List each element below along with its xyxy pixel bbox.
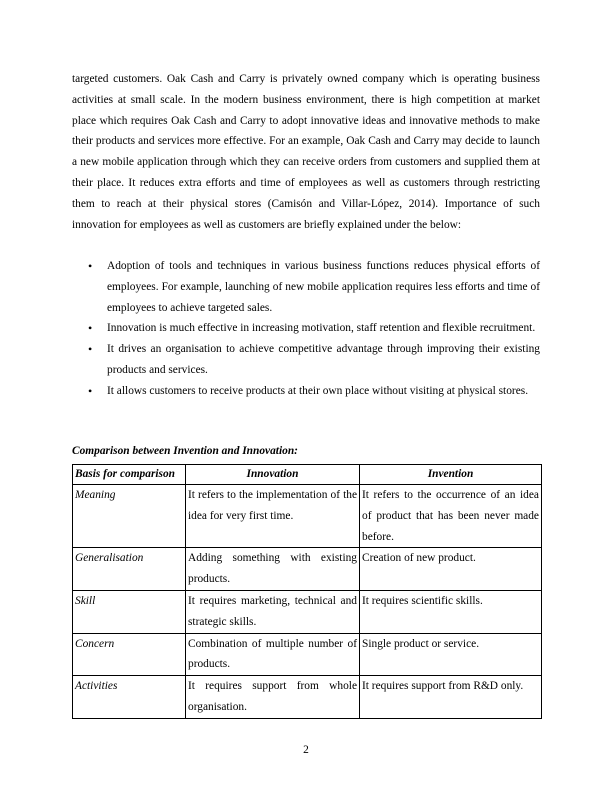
row-basis: Generalisation xyxy=(73,548,186,591)
bullet-text: It allows customers to receive products at their own place without visiting at physical stores. xyxy=(107,384,529,397)
row-invention: Creation of new product. xyxy=(360,548,542,591)
bullet-item xyxy=(88,339,540,381)
row-innovation: It requires marketing, technical and strategic skills. xyxy=(186,590,360,633)
row-innovation: It requires support from whole organisation. xyxy=(186,676,360,719)
table-caption: Comparison between Invention and Innovation: xyxy=(72,445,298,457)
bullet-list xyxy=(88,256,540,402)
bullet-item xyxy=(88,381,540,402)
table-header-row xyxy=(73,465,542,485)
row-innovation: Combination of multiple number of products. xyxy=(186,633,360,676)
bullet-text: Innovation is much effective in increasing motivation, staff retention and flexible recruitment. xyxy=(107,322,536,335)
row-invention: It requires support from R&D only. xyxy=(360,676,542,719)
bullet-text: Adoption of tools and techniques in various business functions reduces physical efforts of employees. For example, launching of new mobile application requires less efforts and time of employees to achieve targeted sales. xyxy=(107,260,540,314)
comparison-table xyxy=(72,464,542,719)
bullet-item xyxy=(88,318,540,339)
header-innovation: Innovation xyxy=(186,465,360,485)
table-row xyxy=(73,548,542,591)
row-innovation: It refers to the implementation of the idea for very first time. xyxy=(186,485,360,548)
row-invention: It requires scientific skills. xyxy=(360,590,542,633)
row-basis: Concern xyxy=(73,633,186,676)
bullet-text: It drives an organisation to achieve competitive advantage through improving their existing products and services. xyxy=(107,343,540,376)
table-row xyxy=(73,676,542,719)
row-innovation: Adding something with existing products. xyxy=(186,548,360,591)
page-number: 2 xyxy=(303,744,309,756)
bullet-item xyxy=(88,256,540,318)
bullet-icon: • xyxy=(88,342,93,357)
table-row xyxy=(73,590,542,633)
header-basis: Basis for comparison xyxy=(73,465,186,485)
bullet-icon: • xyxy=(88,321,93,336)
table-row xyxy=(73,633,542,676)
header-invention: Invention xyxy=(360,465,542,485)
row-invention: Single product or service. xyxy=(360,633,542,676)
body-paragraph: targeted customers. Oak Cash and Carry is privately owned company which is operating business activities at small scale. In the modern business environment, there is high competition at market place which requires Oak Cash and Carry to adopt innovative ideas and innovative methods to make their products and services more effective. For an example, Oak Cash and Carry may decide to launch a new mobile application through which they can receive orders from customers and supplied them at their place. It reduces extra efforts and time of employees as well as customers through restricting them to reach at their physical stores (Camisón and Villar-López, 2014). Importance of such innovation for employees as well as customers are briefly explained under the below: xyxy=(72,73,540,231)
row-basis: Meaning xyxy=(73,485,186,548)
row-basis: Activities xyxy=(73,676,186,719)
table-row xyxy=(73,485,542,548)
row-invention: It refers to the occurrence of an idea of product that has been never made before. xyxy=(360,485,542,548)
bullet-icon: • xyxy=(88,259,93,273)
bullet-icon: • xyxy=(88,383,93,398)
row-basis: Skill xyxy=(73,590,186,633)
